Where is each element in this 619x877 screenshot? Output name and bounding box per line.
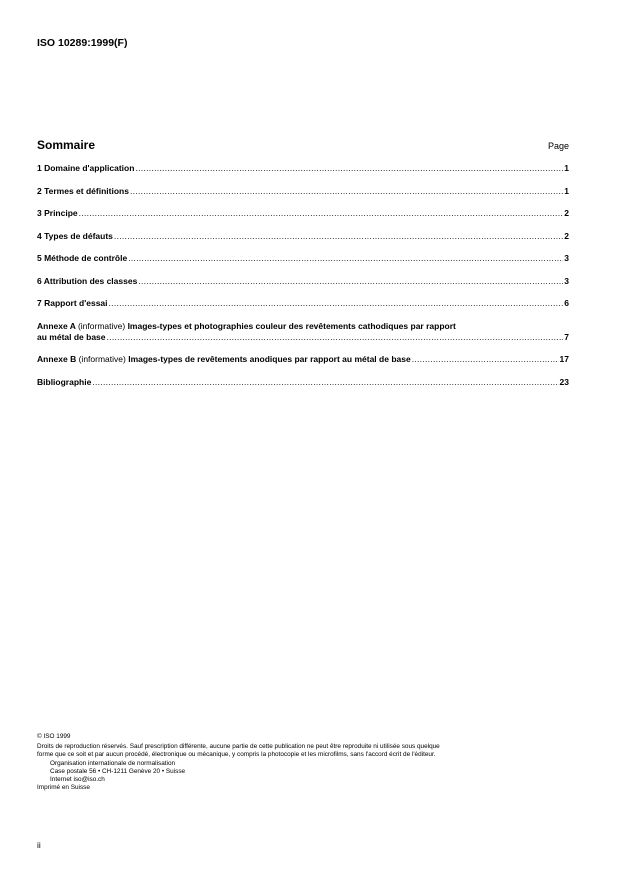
toc-entry-7[interactable] <box>37 298 569 309</box>
toc-entry-4[interactable] <box>37 231 569 242</box>
toc-title: Sommaire <box>37 138 96 152</box>
leader-dots <box>135 163 563 174</box>
toc-entry-text: 3 Principe <box>37 208 78 218</box>
toc-entry-1[interactable] <box>37 163 569 174</box>
annex-a-qualifier: (informative) <box>77 320 126 331</box>
toc-entry-page: 23 <box>559 376 569 387</box>
rights-line-1: Droits de reproduction réservés. Sauf prescription différente, aucune partie de cette publication ne peut être reproduite ni utilisée sous quelque <box>37 743 440 751</box>
leader-dots <box>412 354 559 365</box>
toc-entry-5[interactable] <box>37 253 569 264</box>
annex-a-line-2 <box>37 332 569 343</box>
toc-entry-text: 4 Types de défauts <box>37 230 113 241</box>
annex-b-qualifier: (informative) <box>78 354 126 364</box>
copyright-line: © ISO 1999 <box>37 733 71 740</box>
page-number: ii <box>37 840 41 850</box>
annex-a-label: Annexe A <box>37 320 76 331</box>
toc-entry-text: Bibliographie <box>37 376 92 387</box>
toc-entry-bibliography[interactable] <box>37 377 569 388</box>
annex-b-label: Annexe B <box>37 354 77 364</box>
leader-dots <box>79 208 564 219</box>
annex-a-title-line-2: au métal de base <box>37 331 106 342</box>
toc-entry-page: 1 <box>564 163 569 173</box>
toc-entry-page: 6 <box>564 298 569 308</box>
annex-a-line-1 <box>37 321 569 332</box>
leader-dots <box>92 377 558 388</box>
annex-b-text <box>37 354 411 365</box>
toc-entry-2[interactable] <box>37 186 569 197</box>
leader-dots <box>109 298 564 309</box>
leader-dots <box>130 186 563 197</box>
printed-in: Imprimé en Suisse <box>37 784 90 792</box>
annex-b-title: Images-types de revêtements anodiques par rapport au métal de base <box>128 354 411 364</box>
toc-entry-page: 3 <box>564 275 569 286</box>
toc-entry-text: 2 Termes et définitions <box>37 185 129 196</box>
postal-address: Case postale 56 • CH-1211 Genève 20 • Suisse <box>50 767 186 775</box>
toc-entry-page: 17 <box>559 354 569 364</box>
toc-entry-3[interactable] <box>37 208 569 219</box>
annex-a-title-line-1: Images-types et photographies couleur des revêtements cathodiques par rapport <box>127 320 456 331</box>
leader-dots <box>107 332 564 343</box>
toc-page-label: Page <box>547 141 569 151</box>
toc-entry-6[interactable] <box>37 276 569 287</box>
copyright-notice <box>37 733 577 792</box>
toc-entry-annex-a[interactable] <box>37 321 569 343</box>
leader-dots <box>138 276 563 287</box>
toc-entry-page: 3 <box>564 253 569 263</box>
toc-entry-page: 7 <box>564 331 569 342</box>
rights-line-2: forme que ce soit et par aucun procédé, électronique ou mécanique, y compris la photocopie et les microfilms, sans l'accord écrit de l'éditeur. <box>37 751 436 759</box>
table-of-contents <box>37 138 569 399</box>
toc-entry-page: 1 <box>564 185 569 196</box>
toc-entry-page: 2 <box>564 208 569 218</box>
toc-entry-text: 5 Méthode de contrôle <box>37 253 128 263</box>
document-id: ISO 10289:1999(F) <box>37 37 128 49</box>
organisation-name: Organisation internationale de normalisation <box>50 759 176 767</box>
leader-dots <box>114 231 563 242</box>
leader-dots <box>128 253 563 264</box>
toc-entry-text: 6 Attribution des classes <box>37 275 138 286</box>
toc-entry-text: 1 Domaine d'application <box>37 163 135 173</box>
toc-heading <box>37 138 569 152</box>
toc-entry-annex-b[interactable] <box>37 354 569 365</box>
toc-entry-page: 2 <box>564 230 569 241</box>
internet-contact: Internet iso@iso.ch <box>50 776 105 784</box>
toc-entry-text: 7 Rapport d'essai <box>37 298 108 308</box>
